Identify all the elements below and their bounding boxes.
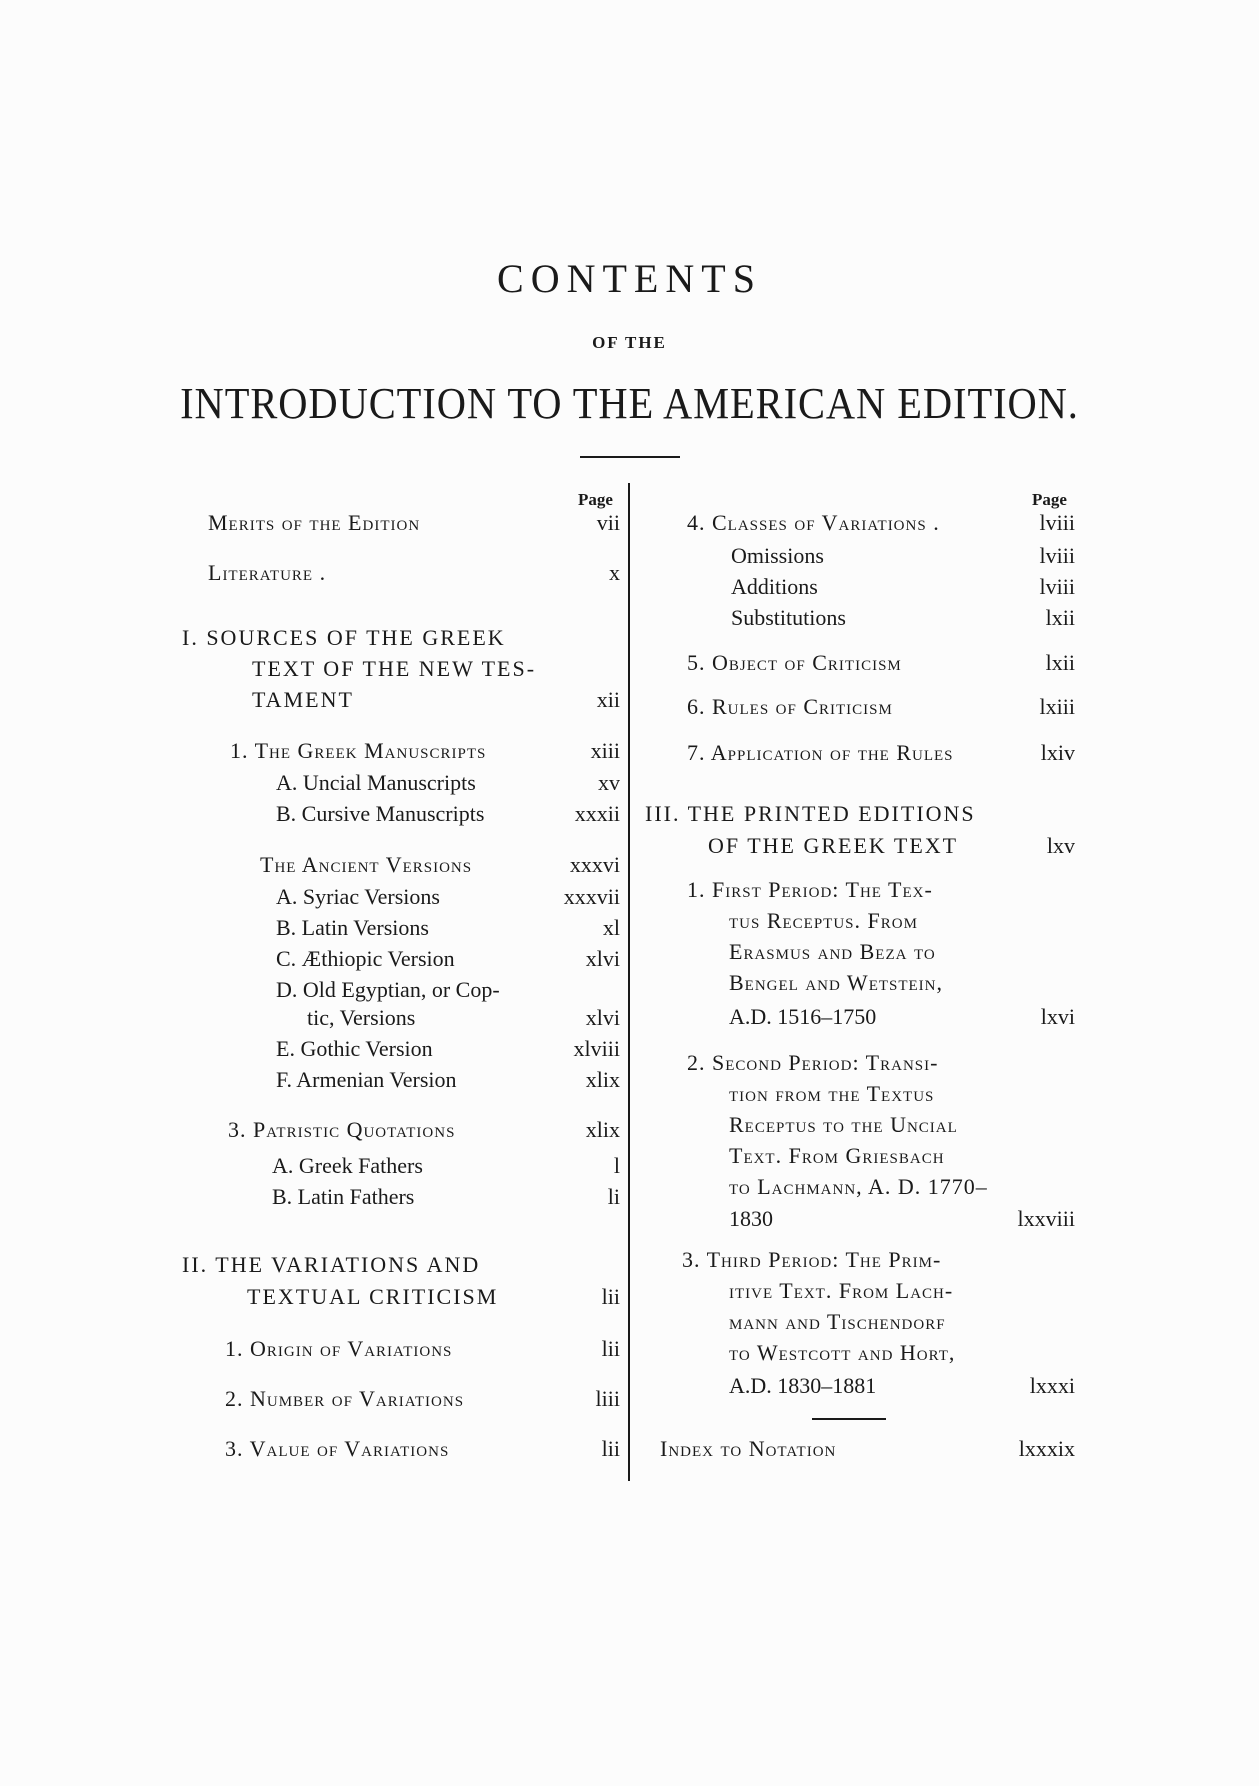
toc-value: 3. Value of Variations	[225, 1436, 450, 1461]
toc-part2-line1: II. THE VARIATIONS AND	[182, 1252, 481, 1277]
toc-index-page: lxxxix	[1018, 1436, 1075, 1461]
toc-part2-page: lii	[601, 1284, 620, 1309]
toc-origin: 1. Origin of Variations	[225, 1336, 453, 1361]
toc-object-page: lxii	[1045, 650, 1075, 675]
of-the-label: OF THE	[592, 333, 667, 352]
toc-part1-line2: TEXT OF THE NEW TES-	[252, 656, 537, 681]
toc-aethiopic: C. Æthiopic Version	[276, 946, 455, 971]
toc-greek-mss: 1. The Greek Manuscripts	[230, 738, 487, 763]
page-title: CONTENTS	[497, 256, 762, 301]
toc-egyptian-line1: D. Old Egyptian, or Cop-	[276, 977, 500, 1002]
left-page-label: Page	[578, 490, 613, 509]
toc-latin-versions: B. Latin Versions	[276, 915, 429, 940]
toc-greek-fathers-page: l	[613, 1153, 620, 1178]
toc-literature-page: x	[609, 560, 620, 585]
toc-rules-page: lxiii	[1039, 694, 1075, 719]
toc-second-line2: tion from the Textus	[729, 1081, 935, 1106]
toc-origin-page: lii	[601, 1336, 620, 1361]
toc-first-page: lxvi	[1040, 1004, 1075, 1029]
toc-aethiopic-page: xlvi	[585, 946, 620, 971]
toc-application: 7. Application of the Rules	[687, 740, 954, 765]
toc-omissions-page: lviii	[1039, 543, 1075, 568]
column-divider	[628, 483, 630, 1481]
toc-egyptian-page: xlvi	[585, 1005, 620, 1030]
toc-first-line3: Erasmus and Beza to	[729, 939, 936, 964]
toc-first-line5: A.D. 1516–1750	[729, 1004, 877, 1029]
toc-literature: Literature .	[208, 560, 327, 585]
toc-part3-line1: III. THE PRINTED EDITIONS	[645, 801, 976, 826]
toc-additions: Additions	[731, 574, 818, 599]
toc-gothic-page: xlviii	[573, 1036, 620, 1061]
toc-greek-mss-page: xiii	[590, 738, 620, 763]
toc-part1-line3: TAMENT	[252, 687, 354, 712]
toc-object: 5. Object of Criticism	[687, 650, 902, 675]
toc-part3-line2: OF THE GREEK TEXT	[708, 833, 959, 858]
toc-third-line2: itive Text. From Lach-	[729, 1278, 954, 1303]
toc-first-line1: 1. First Period: The Tex-	[687, 877, 933, 902]
toc-application-page: lxiv	[1040, 740, 1075, 765]
toc-first-line4: Bengel and Wetstein,	[729, 970, 944, 995]
toc-second-line4: Text. From Griesbach	[729, 1143, 945, 1168]
toc-latin-fathers-page: li	[607, 1184, 620, 1209]
toc-number: 2. Number of Variations	[225, 1386, 465, 1411]
toc-syriac: A. Syriac Versions	[276, 884, 440, 909]
toc-part3-page: lxv	[1046, 833, 1075, 858]
toc-second-line3: Receptus to the Uncial	[729, 1112, 958, 1137]
toc-greek-fathers: A. Greek Fathers	[272, 1153, 423, 1178]
toc-third-line3: mann and Tischendorf	[729, 1309, 946, 1334]
toc-third-line1: 3. Third Period: The Prim-	[682, 1247, 942, 1272]
toc-classes: 4. Classes of Variations .	[687, 510, 940, 535]
toc-gothic: E. Gothic Version	[276, 1036, 433, 1061]
toc-merits-page: vii	[596, 510, 620, 535]
toc-part2-line2: TEXTUAL CRITICISM	[247, 1284, 499, 1309]
toc-part1-page: xii	[596, 687, 620, 712]
toc-part1-line1: I. SOURCES OF THE GREEK	[182, 625, 506, 650]
subtitle: INTRODUCTION TO THE AMERICAN EDITION.	[180, 379, 1079, 428]
toc-patristic: 3. Patristic Quotations	[228, 1117, 456, 1142]
toc-third-page: lxxxi	[1029, 1373, 1075, 1398]
toc-second-page: lxxviii	[1017, 1206, 1075, 1231]
toc-second-line1: 2. Second Period: Transi-	[687, 1050, 939, 1075]
toc-armenian-page: xlix	[585, 1067, 620, 1092]
toc-cursive-page: xxxii	[574, 801, 620, 826]
toc-index: Index to Notation	[660, 1436, 837, 1461]
toc-substitutions-page: lxii	[1045, 605, 1075, 630]
toc-value-page: lii	[601, 1436, 620, 1461]
toc-egyptian-line2: tic, Versions	[307, 1005, 416, 1030]
title-rule	[580, 456, 680, 458]
toc-armenian: F. Armenian Version	[276, 1067, 457, 1092]
toc-number-page: liii	[595, 1386, 620, 1411]
toc-third-line4: to Westcott and Hort,	[729, 1340, 956, 1365]
toc-latin-versions-page: xl	[602, 915, 620, 940]
index-rule	[812, 1418, 886, 1420]
toc-versions-page: xxxvi	[569, 852, 620, 877]
toc-third-line5: A.D. 1830–1881	[729, 1373, 877, 1398]
toc-latin-fathers: B. Latin Fathers	[272, 1184, 415, 1209]
toc-second-line5: to Lachmann, A. D. 1770–	[729, 1174, 988, 1199]
toc-patristic-page: xlix	[585, 1117, 620, 1142]
right-page-label: Page	[1032, 490, 1067, 509]
toc-versions: The Ancient Versions	[260, 852, 473, 877]
toc-merits: Merits of the Edition	[208, 510, 421, 535]
toc-uncial: A. Uncial Manuscripts	[276, 770, 476, 795]
toc-first-line2: tus Receptus. From	[729, 908, 918, 933]
toc-substitutions: Substitutions	[731, 605, 846, 630]
toc-omissions: Omissions	[731, 543, 824, 568]
toc-classes-page: lviii	[1039, 510, 1075, 535]
toc-additions-page: lviii	[1039, 574, 1075, 599]
toc-second-line6: 1830	[729, 1206, 773, 1231]
toc-syriac-page: xxxvii	[563, 884, 620, 909]
toc-rules: 6. Rules of Criticism	[687, 694, 893, 719]
toc-cursive: B. Cursive Manuscripts	[276, 801, 485, 826]
toc-uncial-page: xv	[598, 770, 620, 795]
